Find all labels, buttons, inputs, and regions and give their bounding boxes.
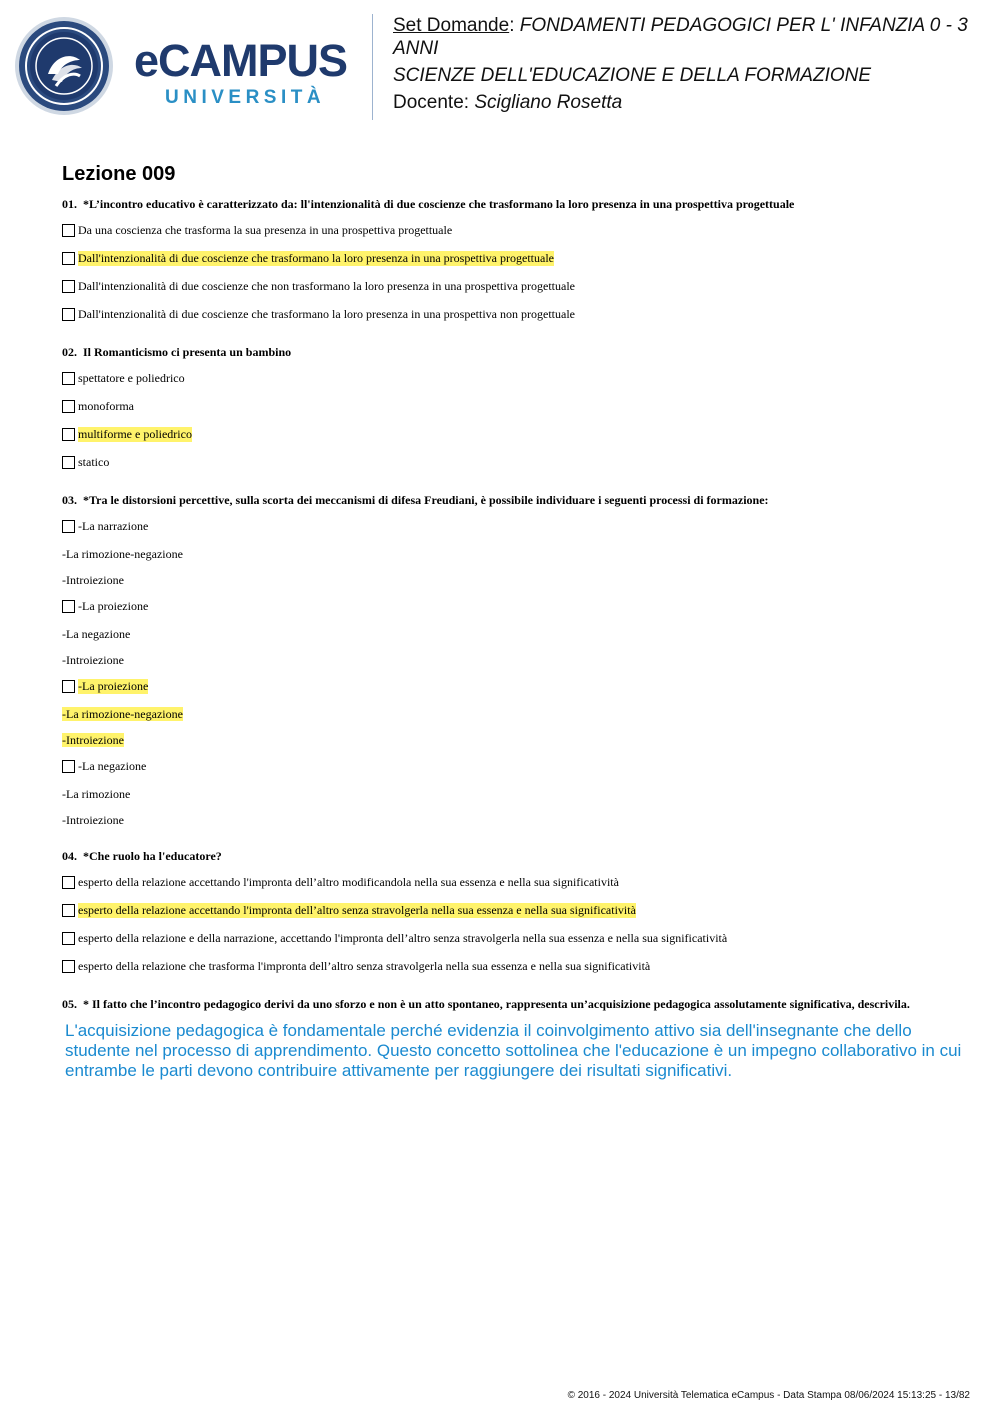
checkbox[interactable] bbox=[62, 252, 75, 265]
option-3-2[interactable]: -La proiezione bbox=[62, 597, 972, 615]
option-3-1[interactable]: -La narrazione bbox=[62, 517, 972, 535]
option-2-4[interactable]: statico bbox=[62, 453, 972, 471]
option-3-4[interactable]: -La negazione bbox=[62, 757, 972, 775]
option-3-4-line: -La rimozione bbox=[62, 787, 131, 801]
highlighted-answer: multiforme e poliedrico bbox=[78, 426, 192, 441]
page-footer: © 2016 - 2024 Università Telematica eCampus - Data Stampa 08/06/2024 15:13:25 - 13/82 bbox=[567, 1390, 970, 1401]
checkbox[interactable] bbox=[62, 428, 75, 441]
teacher-name: Scigliano Rosetta bbox=[474, 92, 623, 113]
lesson-title: Lezione 009 bbox=[62, 163, 176, 185]
option-3-2-line: -Introiezione bbox=[62, 653, 124, 667]
checkbox[interactable] bbox=[62, 280, 75, 293]
set-title: FONDAMENTI PEDAGOGICI PER L' INFANZIA 0 - 3 ANNI bbox=[393, 15, 968, 59]
checkbox[interactable] bbox=[62, 520, 75, 533]
checkbox[interactable] bbox=[62, 960, 75, 973]
option-2-1[interactable]: spettatore e poliedrico bbox=[62, 369, 972, 387]
option-1-4[interactable]: Dall'intenzionalità di due coscienze che trasformano la loro presenza in una prospettiva non progettuale bbox=[62, 305, 972, 323]
university-seal-icon bbox=[14, 16, 114, 116]
checkbox[interactable] bbox=[62, 680, 75, 693]
question-list bbox=[62, 197, 972, 1081]
highlighted-answer: -La proiezione bbox=[78, 678, 149, 693]
highlighted-answer-line: -La rimozione-negazione bbox=[62, 707, 183, 721]
checkbox[interactable] bbox=[62, 308, 75, 321]
question-2: 02. Il Romanticismo ci presenta un bambino bbox=[62, 345, 292, 359]
checkbox[interactable] bbox=[62, 932, 75, 945]
checkbox[interactable] bbox=[62, 456, 75, 469]
highlighted-answer: Dall'intenzionalità di due coscienze che trasformano la loro presenza in una prospettiva progettuale bbox=[78, 250, 554, 265]
question-1: 01. *L’incontro educativo è caratterizzato da: ll'intenzionalità di due coscienze che trasformano la loro presenza in una prospettiva progettuale bbox=[62, 197, 795, 211]
checkbox[interactable] bbox=[62, 400, 75, 413]
ecampus-logo bbox=[14, 16, 359, 116]
option-4-4[interactable]: esperto della relazione che trasforma l'impronta dell’altro senza stravolgerla nella sua essenza e nella sua significatività bbox=[62, 957, 972, 975]
checkbox[interactable] bbox=[62, 876, 75, 889]
checkbox[interactable] bbox=[62, 224, 75, 237]
checkbox[interactable] bbox=[62, 904, 75, 917]
checkbox[interactable] bbox=[62, 600, 75, 613]
highlighted-answer: esperto della relazione accettando l'impronta dell’altro senza stravolgerla nella sua essenza e nella sua significatività bbox=[78, 902, 636, 917]
option-3-3[interactable] bbox=[62, 677, 972, 695]
option-1-2[interactable] bbox=[62, 249, 972, 267]
option-2-3[interactable] bbox=[62, 425, 972, 443]
question-4: 04. *Che ruolo ha l'educatore? bbox=[62, 849, 222, 863]
option-4-3[interactable]: esperto della relazione e della narrazione, accettando l'impronta dell’altro senza stravolgerla nella sua essenza e nella sua significatività bbox=[62, 929, 972, 947]
option-4-1[interactable]: esperto della relazione accettando l'impronta dell’altro modificandola nella sua essenza e nella sua significatività bbox=[62, 873, 972, 891]
option-3-4-line: -Introiezione bbox=[62, 813, 124, 827]
course-header: Set Domande: FONDAMENTI PEDAGOGICI PER L' INFANZIA 0 - 3 ANNI SCIENZE DELL'EDUCAZIONE E DELLA FORMAZIONE Docente: Scigliano Rosetta bbox=[393, 15, 968, 113]
highlighted-answer-line: -Introiezione bbox=[62, 733, 124, 747]
brand-name: eCAMPUS bbox=[134, 35, 348, 86]
question-5: 05. * Il fatto che l’incontro pedagogico derivi da uno sforzo e non è un atto spontaneo, rappresenta un’acquisizione pedagogica assolutamente significativa, descrivila. bbox=[62, 997, 910, 1011]
degree-name: SCIENZE DELL'EDUCAZIONE E DELLA FORMAZIONE bbox=[393, 65, 872, 86]
option-4-2[interactable] bbox=[62, 901, 972, 919]
option-1-1[interactable]: Da una coscienza che trasforma la sua presenza in una prospettiva progettuale bbox=[62, 221, 972, 239]
checkbox[interactable] bbox=[62, 760, 75, 773]
open-answer-text: L'acquisizione pedagogica è fondamentale perché evidenzia il coinvolgimento attivo sia dell'insegnante che dello studente nel processo di apprendimento. Questo concetto sottolinea che l'educazione è un impegno collaborativo in cui entrambe le parti devono contribuire attivamente per raggiungere dei risultati significativi. bbox=[65, 1021, 962, 1080]
option-1-3[interactable]: Dall'intenzionalità di due coscienze che non trasformano la loro presenza in una prospettiva progettuale bbox=[62, 277, 972, 295]
option-2-2[interactable]: monoforma bbox=[62, 397, 972, 415]
option-3-1-line: -Introiezione bbox=[62, 573, 124, 587]
option-3-2-line: -La negazione bbox=[62, 627, 131, 641]
question-3: 03. *Tra le distorsioni percettive, sulla scorta dei meccanismi di difesa Freudiani, è possibile individuare i seguenti processi di formazione: bbox=[62, 493, 769, 507]
teacher-label: Docente: bbox=[393, 92, 470, 113]
set-label: Set Domande bbox=[393, 15, 510, 36]
checkbox[interactable] bbox=[62, 372, 75, 385]
brand-subtitle: UNIVERSITÀ bbox=[165, 87, 326, 108]
option-3-1-line: -La rimozione-negazione bbox=[62, 547, 183, 561]
header-divider bbox=[372, 14, 373, 120]
